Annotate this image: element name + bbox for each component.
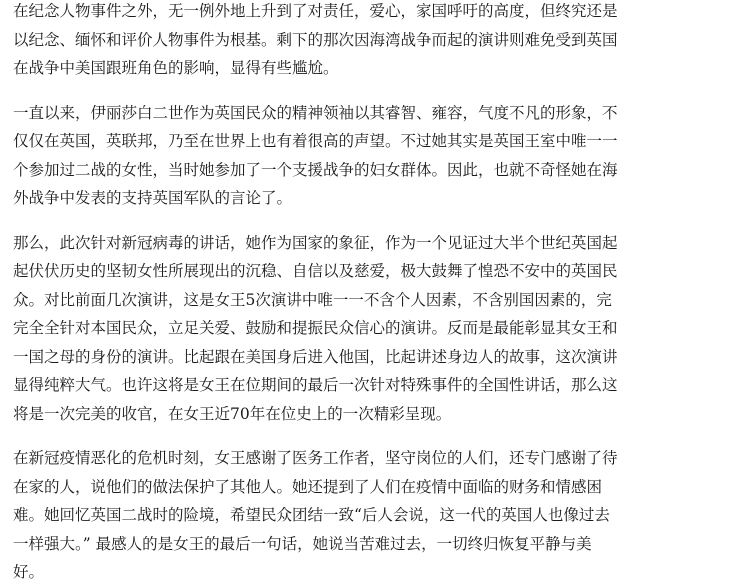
- text-line: 一直以来，伊丽莎白二世作为英国民众的精神领袖以其睿智、雍容，气度不凡的形象，不: [13, 103, 618, 122]
- text-line: 以纪念、缅怀和评价人物事件为根基。剩下的那次因海湾战争而起的演讲则难免受到英国: [13, 30, 618, 49]
- text-line: 在战争中美国跟班角色的影响，显得有些尴尬。: [13, 59, 339, 77]
- text-line: 一样强大。” 最感人的是女王的最后一句话，她说当苦难过去，一切终归恢复平静与美: [13, 534, 592, 553]
- paragraph-2: [13, 99, 741, 213]
- text-line: 好。: [13, 563, 45, 581]
- text-line: 外战争中发表的支持英国军队的言论了。: [13, 189, 293, 207]
- text-line: 那么，此次针对新冠病毒的讲话，她作为国家的象征，作为一个见证过大半个世纪英国起: [13, 233, 618, 252]
- text-line: 在纪念人物事件之外，无一例外地上升到了对责任，爱心，家国呼吁的高度，但终究还是: [13, 2, 618, 20]
- text-line: 将是一次完美的收官，在女王近70年在位史上的一次精彩呈现。: [13, 404, 452, 423]
- text-line: 难。她回忆英国二战时的险境，希望民众团结一致“后人会说，这一代的英国人也像过去: [13, 506, 610, 524]
- paragraph-1: [13, 0, 741, 83]
- paragraph-4: [13, 444, 741, 587]
- article-body: [13, 0, 741, 587]
- text-line: 一国之母的身份的演讲。比起跟在美国身后进入他国，比起讲述身边人的故事，这次演讲: [13, 347, 618, 366]
- text-line: 众。对比前面几次演讲，这是女王5次演讲中唯一一不含个人因素，不含别国因素的，完: [13, 290, 612, 309]
- paragraph-3: [13, 229, 741, 429]
- text-line: 个参加过二战的女性，当时她参加了一个支援战争的妇女群体。因此，也就不奇怪她在海: [13, 160, 618, 179]
- text-line: 完全全针对本国民众，立足关爱、鼓励和提振民众信心的演讲。反而是最能彰显其女王和: [13, 319, 618, 337]
- text-line: 显得纯粹大气。也许这将是女王在位期间的最后一次针对特殊事件的全国性讲话，那么这: [13, 376, 618, 394]
- text-line: 在新冠疫情恶化的危机时刻，女王感谢了医务工作者，坚守岗位的人们，还专门感谢了待: [13, 449, 618, 467]
- text-line: 在家的人，说他们的做法保护了其他人。她还提到了人们在疫情中面临的财务和情感困: [13, 477, 603, 496]
- text-line: 起伏伏历史的坚韧女性所展现出的沉稳、自信以及慈爱，极大鼓舞了惶恐不安中的英国民: [13, 262, 618, 280]
- text-line: 仅仅在英国，英联邦，乃至在世界上也有着很高的声望。不过她其实是英国王室中唯一一: [13, 132, 618, 150]
